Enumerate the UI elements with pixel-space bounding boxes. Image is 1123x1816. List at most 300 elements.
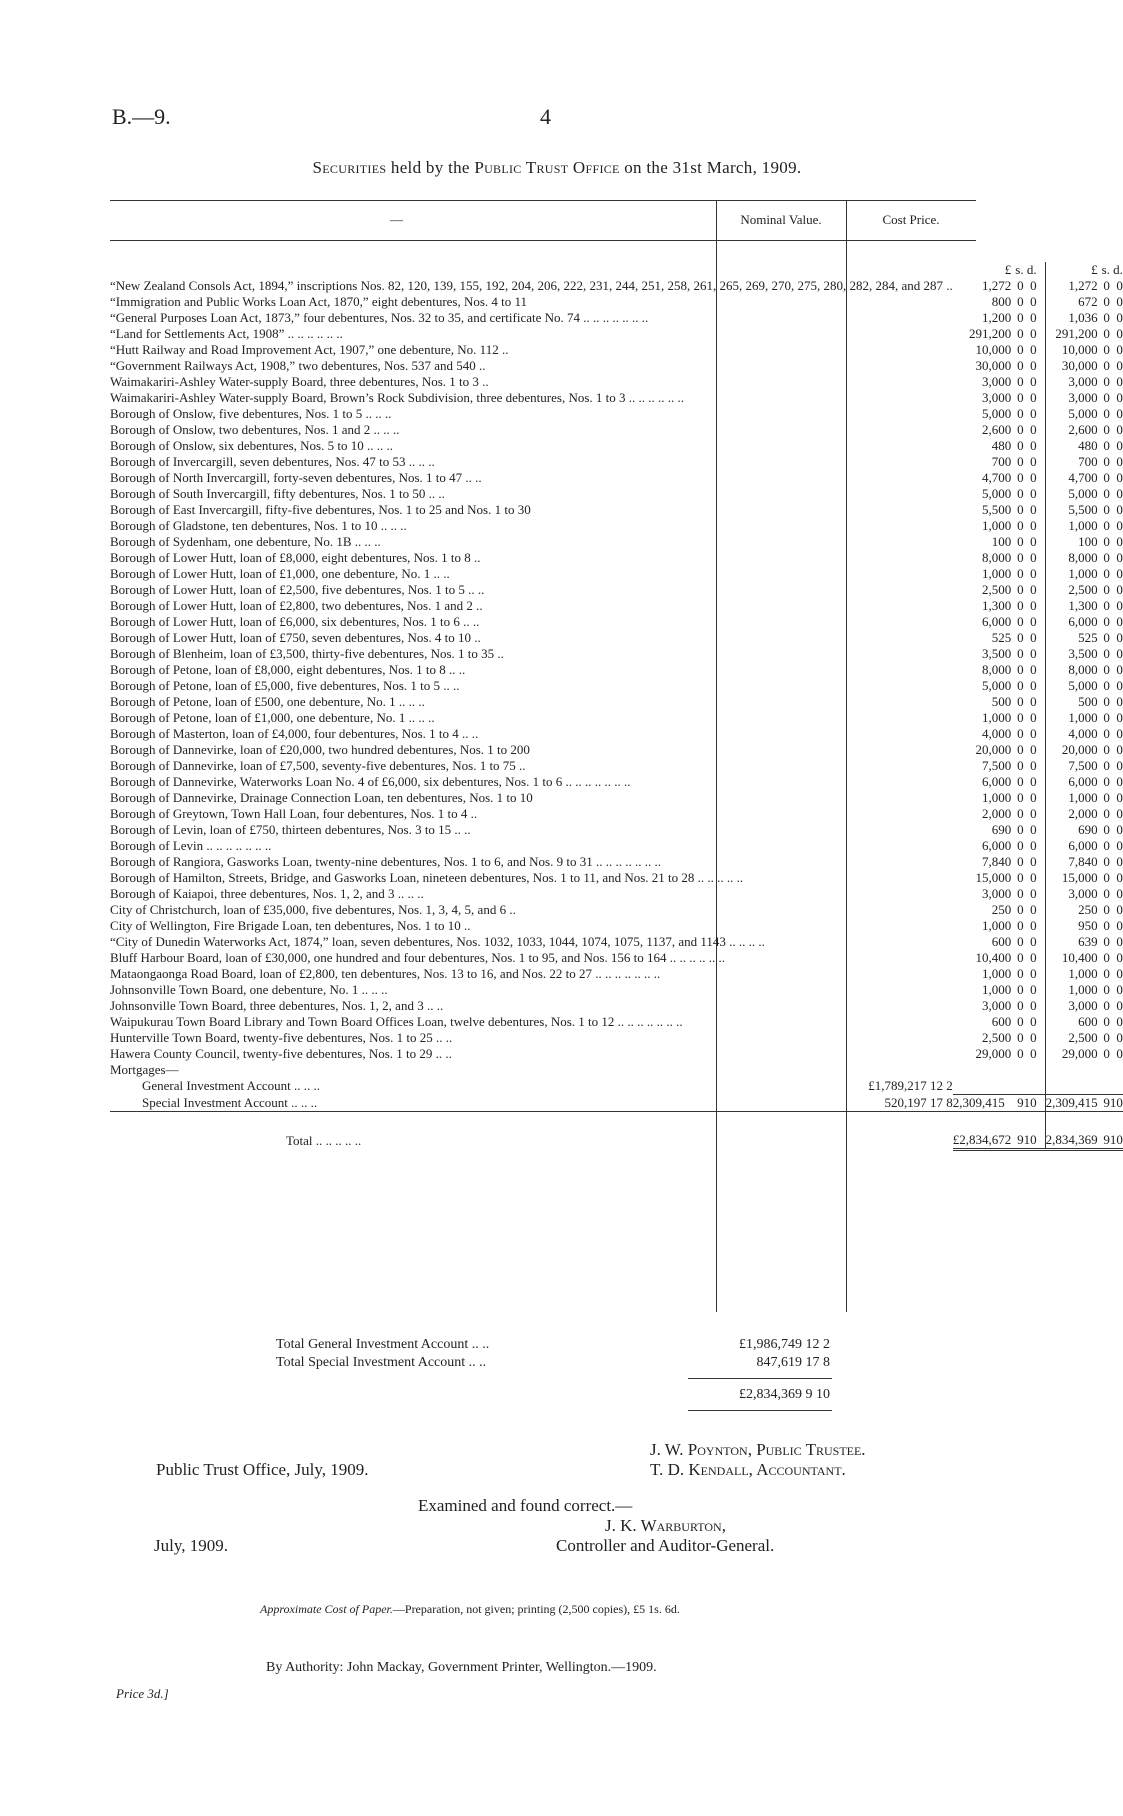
nominal-value-cell: 0 [1024, 454, 1046, 470]
nominal-value-cell: 0 [1024, 342, 1046, 358]
security-row [110, 854, 1123, 870]
cost-price-cell: 3,500 [1068, 646, 1098, 661]
security-description: Borough of Hamilton, Streets, Bridge, and Gasworks Loan, nineteen debentures, Nos. 1 to 11, and Nos. 21 to 28 .. .. .. .. .. [110, 870, 744, 885]
nominal-value-cell: 0 [1017, 1030, 1024, 1045]
security-row [110, 342, 1123, 358]
nominal-value-cell: 0 [1017, 1014, 1024, 1029]
nominal-value-cell: 6,000 [982, 614, 1012, 629]
cost-price-cell: 0 [1116, 726, 1123, 741]
nominal-value-cell: 5,000 [982, 406, 1012, 421]
security-row [110, 806, 1123, 822]
nominal-value-cell: 0 [1024, 438, 1046, 454]
security-row [110, 710, 1123, 726]
security-description: Borough of Sydenham, one debenture, No. 1B .. .. .. [110, 534, 381, 549]
security-row [110, 278, 1123, 294]
security-row [110, 374, 1123, 390]
nominal-value-cell: 0 [1017, 598, 1024, 613]
cost-price-cell: 0 [1116, 806, 1123, 821]
cost-price-cell: 0 [1116, 534, 1123, 549]
nominal-value-cell: 291,200 [969, 326, 1012, 341]
nominal-value-cell: 0 [1024, 582, 1046, 598]
security-row [110, 678, 1123, 694]
nominal-value-cell: 5,000 [982, 486, 1012, 501]
nominal-value-cell: 0 [1017, 422, 1024, 437]
cost-price-cell: 480 [1078, 438, 1098, 453]
nominal-value-cell: 5,000 [982, 678, 1012, 693]
nominal-value-cell: 0 [1017, 502, 1024, 517]
page-title: Securities held by the Public Trust Office on the 31st March, 1909. [312, 158, 802, 177]
cost-price-cell: 0 [1103, 934, 1110, 949]
security-description: Borough of Kaiapoi, three debentures, Nos. 1, 2, and 3 .. .. .. [110, 886, 424, 901]
security-row [110, 550, 1123, 566]
nominal-value-cell: 0 [1017, 550, 1024, 565]
nominal-value-cell: 0 [1017, 294, 1024, 309]
nominal-value-cell: 0 [1017, 774, 1024, 789]
nominal-value-cell: 0 [1024, 822, 1046, 838]
nominal-value-cell: 1,200 [982, 310, 1012, 325]
nominal-value-cell: 0 [1017, 662, 1024, 677]
cost-price-cell: 0 [1116, 902, 1123, 917]
nominal-value-cell: 0 [1017, 614, 1024, 629]
summary-rule [688, 1378, 832, 1379]
security-row [110, 950, 1123, 966]
nominal-value-cell: 0 [1017, 438, 1024, 453]
audit-date: July, 1909. [154, 1536, 228, 1555]
cost-price-cell: 0 [1116, 1046, 1123, 1061]
nominal-value-cell: 0 [1024, 854, 1046, 870]
nominal-value-cell: 0 [1017, 902, 1024, 917]
security-row [110, 486, 1123, 502]
cost-price-cell: 0 [1103, 630, 1110, 645]
cost-price-cell: 291,200 [1055, 326, 1098, 341]
cost-price-cell: 0 [1116, 886, 1123, 901]
cost-price-cell: 0 [1116, 694, 1123, 709]
cost-price-cell: 0 [1103, 918, 1110, 933]
security-description: Borough of Gladstone, ten debentures, Nos. 1 to 10 .. .. .. [110, 518, 407, 533]
security-description: “Government Railways Act, 1908,” two debentures, Nos. 537 and 540 .. [110, 358, 486, 373]
cost-price-cell: 0 [1103, 950, 1110, 965]
cost-price-cell: 0 [1103, 854, 1110, 869]
cost-price-cell: 3,000 [1068, 886, 1098, 901]
cost-price-cell: 950 [1078, 918, 1098, 933]
cost-price-cell: 30,000 [1061, 358, 1098, 373]
cost-price-cell: 0 [1103, 486, 1110, 501]
nominal-value-cell: 0 [1017, 886, 1024, 901]
nominal-value-cell: 0 [1024, 694, 1046, 710]
cost-price-cell: 0 [1103, 774, 1110, 789]
nominal-value-cell: 0 [1024, 806, 1046, 822]
cost-price-cell: 600 [1078, 1014, 1098, 1029]
cost-price-cell: 0 [1116, 646, 1123, 661]
nominal-value-cell: 0 [1024, 566, 1046, 582]
cost-price-cell: 0 [1116, 1030, 1123, 1045]
cost-price-cell: 0 [1116, 966, 1123, 981]
page-number: 4 [540, 104, 551, 129]
nominal-value-cell: 0 [1024, 406, 1046, 422]
nominal-value-cell: 4,700 [982, 470, 1012, 485]
cost-price-cell: 0 [1116, 678, 1123, 693]
nominal-value-cell: 1,272 [982, 278, 1012, 293]
nominal-value-cell: 3,000 [982, 374, 1012, 389]
security-description: Waimakariri-Ashley Water-supply Board, Brown’s Rock Subdivision, three debentures, Nos. 1 to 3 .. .. .. .. .. .. [110, 390, 685, 405]
security-description: Hawera County Council, twenty-five debentures, Nos. 1 to 29 .. .. [110, 1046, 452, 1061]
nominal-value-cell: 1,000 [982, 982, 1012, 997]
cost-price-cell: 1,036 [1068, 310, 1098, 325]
nominal-value-cell: 8,000 [982, 550, 1012, 565]
security-description: Borough of Dannevirke, Waterworks Loan No. 4 of £6,000, six debentures, Nos. 1 to 6 .. .. .. .. .. .. .. [110, 774, 631, 789]
nominal-value-cell: 0 [1017, 678, 1024, 693]
nominal-value-cell: 1,000 [982, 518, 1012, 533]
nominal-value-cell: 0 [1017, 374, 1024, 389]
nominal-value-cell: 0 [1024, 278, 1046, 294]
nominal-value-cell: 1,000 [982, 966, 1012, 981]
cost-price-cell: 700 [1078, 454, 1098, 469]
security-row [110, 1014, 1123, 1030]
nominal-value-cell: 1,000 [982, 710, 1012, 725]
cost-price-cell: 6,000 [1068, 774, 1098, 789]
cost-price-cell: 0 [1116, 774, 1123, 789]
nominal-value-cell: 0 [1017, 630, 1024, 645]
nominal-value-cell: 6,000 [982, 774, 1012, 789]
security-row [110, 982, 1123, 998]
cost-price-cell: 0 [1103, 390, 1110, 405]
nominal-value-cell: 0 [1017, 982, 1024, 997]
cost-price-cell: 0 [1116, 854, 1123, 869]
cost-price-cell: 0 [1116, 294, 1123, 309]
cost-price-cell: 6,000 [1068, 614, 1098, 629]
cost-price-cell: 690 [1078, 822, 1098, 837]
nominal-value-cell: 7,500 [982, 758, 1012, 773]
nominal-value-cell: 0 [1017, 582, 1024, 597]
nominal-value-cell: 0 [1017, 998, 1024, 1013]
cost-price-cell: 15,000 [1061, 870, 1098, 885]
cost-price-cell: 0 [1103, 1014, 1110, 1029]
nominal-value-cell: 600 [991, 1014, 1012, 1029]
security-row [110, 566, 1123, 582]
security-description: Borough of Lower Hutt, loan of £2,800, two debentures, Nos. 1 and 2 .. [110, 598, 483, 613]
security-row [110, 582, 1123, 598]
nominal-value-cell: 8,000 [982, 662, 1012, 677]
auditor-name: J. K. Warburton, [605, 1516, 726, 1535]
nominal-value-cell: 0 [1017, 310, 1024, 325]
security-description: Borough of Rangiora, Gasworks Loan, twenty-nine debentures, Nos. 1 to 6, and Nos. 9 to 31 .. .. .. .. .. .. .. [110, 854, 661, 869]
security-description: Waipukurau Town Board Library and Town Board Offices Loan, twelve debentures, Nos. 1 to 12 .. .. .. .. .. .. .. [110, 1014, 683, 1029]
nominal-value-cell: 1,300 [982, 598, 1012, 613]
cost-price-cell: 250 [1078, 902, 1098, 917]
nominal-value-cell: 0 [1024, 870, 1046, 886]
nominal-value-cell: 0 [1017, 406, 1024, 421]
cost-price-cell: 0 [1116, 518, 1123, 533]
nominal-value-cell: 3,000 [982, 998, 1012, 1013]
nominal-value-cell: 0 [1017, 278, 1024, 293]
cost-price-cell: 0 [1116, 390, 1123, 405]
nominal-value-cell: 0 [1024, 662, 1046, 678]
cost-price-cell: 0 [1103, 742, 1110, 757]
nominal-value-cell: 0 [1017, 694, 1024, 709]
cost-price-cell: 0 [1103, 1030, 1110, 1045]
cost-price-cell: 0 [1116, 838, 1123, 853]
nominal-value-cell: 0 [1024, 630, 1046, 646]
nominal-value-cell: 0 [1024, 310, 1046, 326]
cost-price-cell: 672 [1078, 294, 1098, 309]
security-row [110, 870, 1123, 886]
cost-price-cell: 0 [1103, 870, 1110, 885]
security-description: Johnsonville Town Board, one debenture, No. 1 .. .. .. [110, 982, 388, 997]
cost-price-cell: 1,000 [1068, 518, 1098, 533]
nominal-value-cell: 0 [1024, 774, 1046, 790]
nominal-value-cell: 20,000 [975, 742, 1012, 757]
nominal-value-cell: 0 [1024, 422, 1046, 438]
nominal-value-cell: 0 [1017, 342, 1024, 357]
unit-header-row: £ s. d. £ s. d. [1004, 262, 1123, 277]
nominal-value-cell: 0 [1017, 870, 1024, 885]
nominal-value-cell: 4,000 [982, 726, 1012, 741]
security-description: Waimakariri-Ashley Water-supply Board, three debentures, Nos. 1 to 3 .. [110, 374, 489, 389]
security-row [110, 694, 1123, 710]
security-row [110, 470, 1123, 486]
nominal-value-cell: 0 [1017, 758, 1024, 773]
nominal-value-cell: 0 [1017, 326, 1024, 341]
cost-price-cell: 0 [1103, 310, 1110, 325]
nominal-value-cell: 3,500 [982, 646, 1012, 661]
nominal-value-cell: 250 [991, 902, 1012, 917]
cost-price-cell: 100 [1078, 534, 1098, 549]
nominal-value-cell: 0 [1024, 982, 1046, 998]
security-description: Hunterville Town Board, twenty-five debentures, Nos. 1 to 25 .. .. [110, 1030, 453, 1045]
nominal-value-cell: 0 [1024, 1030, 1046, 1046]
cost-of-paper: Approximate Cost of Paper.—Preparation, not given; printing (2,500 copies), £5 1s. 6d. [260, 1602, 680, 1616]
cost-price-cell: 3,000 [1068, 998, 1098, 1013]
security-description: “General Purposes Loan Act, 1873,” four debentures, Nos. 32 to 35, and certificate No. 74 .. .. .. .. .. .. .. [110, 310, 649, 325]
cost-price-cell: 0 [1116, 934, 1123, 949]
nominal-value-cell: 0 [1017, 854, 1024, 869]
security-row [110, 646, 1123, 662]
security-description: “City of Dunedin Waterworks Act, 1874,” loan, seven debentures, Nos. 1032, 1033, 1044, 1074, 1075, 1137, and 1143 .. .. .. .. [110, 934, 765, 949]
nominal-value-cell: 0 [1024, 758, 1046, 774]
nominal-value-cell: 30,000 [975, 358, 1012, 373]
security-description: Borough of East Invercargill, fifty-five debentures, Nos. 1 to 25 and Nos. 1 to 30 [110, 502, 531, 517]
security-row [110, 454, 1123, 470]
price: Price 3d.] [116, 1686, 169, 1701]
cost-price-cell: 5,500 [1068, 502, 1098, 517]
nominal-value-cell: 0 [1024, 534, 1046, 550]
cost-price-cell: 0 [1116, 630, 1123, 645]
cost-price-cell: 5,000 [1068, 406, 1098, 421]
nominal-value-cell: 15,000 [975, 870, 1012, 885]
security-row [110, 902, 1123, 918]
security-description: Borough of Onslow, five debentures, Nos. 1 to 5 .. .. .. [110, 406, 392, 421]
cost-price-cell: 0 [1116, 406, 1123, 421]
security-row [110, 630, 1123, 646]
security-description: Borough of Lower Hutt, loan of £8,000, eight debentures, Nos. 1 to 8 .. [110, 550, 481, 565]
nominal-value-cell: 2,600 [982, 422, 1012, 437]
cost-price-cell: 0 [1103, 886, 1110, 901]
security-description: Mataongaonga Road Board, loan of £2,800, ten debentures, Nos. 13 to 16, and Nos. 22 to 27 .. .. .. .. .. .. .. [110, 966, 661, 981]
security-description: Borough of South Invercargill, fifty debentures, Nos. 1 to 50 .. .. [110, 486, 445, 501]
security-description: Borough of Dannevirke, loan of £7,500, seventy-five debentures, Nos. 1 to 75 .. [110, 758, 526, 773]
summary-grand-total: £2,834,369 9 10 [739, 1387, 830, 1402]
cost-price-cell: 0 [1116, 998, 1123, 1013]
summary-general-label: Total General Investment Account .. .. [276, 1337, 490, 1352]
security-row [110, 518, 1123, 534]
nominal-value-cell: 29,000 [975, 1046, 1012, 1061]
cost-price-cell: 0 [1116, 614, 1123, 629]
cost-price-cell: 0 [1103, 710, 1110, 725]
security-row [110, 918, 1123, 934]
cost-price-cell: 0 [1103, 278, 1110, 293]
nominal-value-cell: 0 [1024, 918, 1046, 934]
total-row: Total .. .. .. .. .. £2,834,672 9 10 2,834,369 9 10 [110, 1111, 1123, 1149]
nominal-value-cell: 0 [1017, 806, 1024, 821]
cost-price-cell: 3,000 [1068, 374, 1098, 389]
nominal-value-cell: 0 [1024, 934, 1046, 950]
nominal-value-cell: 6,000 [982, 838, 1012, 853]
nominal-value-cell: 0 [1024, 1014, 1046, 1030]
cost-price-cell: 0 [1103, 790, 1110, 805]
nominal-value-cell: 525 [991, 630, 1012, 645]
nominal-value-header: Nominal Value. [740, 212, 822, 227]
cost-price-cell: 0 [1116, 358, 1123, 373]
nominal-value-cell: 100 [991, 534, 1012, 549]
nominal-value-cell: 1,000 [982, 566, 1012, 581]
cost-price-cell: 525 [1078, 630, 1098, 645]
examined-note: Examined and found correct.— [418, 1496, 633, 1515]
cost-price-cell: 5,000 [1068, 678, 1098, 693]
cost-price-cell: 0 [1116, 822, 1123, 837]
cost-price-header: Cost Price. [882, 212, 940, 227]
security-description: Borough of Petone, loan of £1,000, one debenture, No. 1 .. .. .. [110, 710, 435, 725]
cost-price-cell: 20,000 [1061, 742, 1098, 757]
cost-price-cell: 0 [1116, 598, 1123, 613]
cost-price-cell: 0 [1116, 502, 1123, 517]
security-description: Borough of Lower Hutt, loan of £2,500, five debentures, Nos. 1 to 5 .. .. [110, 582, 485, 597]
cost-price-cell: 0 [1116, 374, 1123, 389]
cost-price-cell: 0 [1116, 566, 1123, 581]
nominal-value-cell: 0 [1024, 598, 1046, 614]
security-row [110, 294, 1123, 310]
nominal-value-cell: 0 [1024, 646, 1046, 662]
mortgage-general-row: General Investment Account .. .. .. £1,789,217 12 2 [110, 1078, 1123, 1094]
security-description: Borough of Onslow, six debentures, Nos. 5 to 10 .. .. .. [110, 438, 393, 453]
cost-price-cell: 0 [1103, 374, 1110, 389]
security-row [110, 790, 1123, 806]
cost-price-cell: 1,000 [1068, 566, 1098, 581]
cost-price-cell: 0 [1116, 742, 1123, 757]
security-row [110, 390, 1123, 406]
nominal-value-cell: 0 [1017, 950, 1024, 965]
nominal-value-cell: 690 [991, 822, 1012, 837]
security-description: “Hutt Railway and Road Improvement Act, 1907,” one debenture, No. 112 .. [110, 342, 509, 357]
cost-price-cell: 0 [1116, 342, 1123, 357]
security-description: Borough of Invercargill, seven debentures, Nos. 47 to 53 .. .. .. [110, 454, 435, 469]
cost-price-cell: 0 [1103, 598, 1110, 613]
security-row [110, 998, 1123, 1014]
security-row [110, 726, 1123, 742]
nominal-value-cell: 0 [1017, 1046, 1024, 1061]
security-row [110, 822, 1123, 838]
cost-price-cell: 0 [1103, 998, 1110, 1013]
cost-price-cell: 0 [1116, 950, 1123, 965]
nominal-value-cell: 3,000 [982, 886, 1012, 901]
nominal-value-cell: 10,400 [975, 950, 1012, 965]
security-description: Borough of Masterton, loan of £4,000, four debentures, Nos. 1 to 4 .. .. [110, 726, 479, 741]
cost-price-cell: 0 [1116, 582, 1123, 597]
security-description: Borough of Onslow, two debentures, Nos. 1 and 2 .. .. .. [110, 422, 400, 437]
public-trustee: J. W. Poynton, Public Trustee. [650, 1440, 866, 1459]
securities-table [110, 262, 1123, 1151]
cost-price-cell: 0 [1103, 550, 1110, 565]
nominal-value-cell: 0 [1024, 486, 1046, 502]
cost-price-cell: 0 [1103, 294, 1110, 309]
nominal-value-cell: 0 [1024, 742, 1046, 758]
cost-price-cell: 0 [1103, 822, 1110, 837]
security-description: Borough of Greytown, Town Hall Loan, four debentures, Nos. 1 to 4 .. [110, 806, 478, 821]
nominal-value-cell: 0 [1017, 518, 1024, 533]
accountant: T. D. Kendall, Accountant. [650, 1460, 846, 1479]
security-row [110, 1030, 1123, 1046]
security-description: Borough of Lower Hutt, loan of £6,000, six debentures, Nos. 1 to 6 .. .. [110, 614, 480, 629]
cost-price-cell: 8,000 [1068, 662, 1098, 677]
security-row [110, 614, 1123, 630]
security-row [110, 438, 1123, 454]
cost-price-cell: 1,272 [1068, 278, 1098, 293]
security-description: Borough of Levin, loan of £750, thirteen debentures, Nos. 3 to 15 .. .. [110, 822, 471, 837]
cost-price-cell: 0 [1103, 454, 1110, 469]
nominal-value-cell: 0 [1017, 838, 1024, 853]
cost-price-cell: 1,000 [1068, 982, 1098, 997]
nominal-value-cell: 0 [1024, 518, 1046, 534]
cost-price-cell: 0 [1103, 534, 1110, 549]
nominal-value-cell: 0 [1024, 390, 1046, 406]
nominal-value-cell: 0 [1024, 710, 1046, 726]
security-description: Borough of Dannevirke, Drainage Connection Loan, ten debentures, Nos. 1 to 10 [110, 790, 533, 805]
nominal-value-cell: 0 [1024, 838, 1046, 854]
nominal-value-cell: 0 [1017, 358, 1024, 373]
security-description: Johnsonville Town Board, three debentures, Nos. 1, 2, and 3 .. .. [110, 998, 444, 1013]
nominal-value-cell: 0 [1017, 726, 1024, 741]
printer-authority: By Authority: John Mackay, Government Printer, Wellington.—1909. [266, 1660, 657, 1675]
cost-price-cell: 0 [1103, 966, 1110, 981]
cost-price-cell: 0 [1103, 438, 1110, 453]
cost-price-cell: 8,000 [1068, 550, 1098, 565]
nominal-value-cell: 1,000 [982, 790, 1012, 805]
cost-price-cell: 7,840 [1068, 854, 1098, 869]
security-description: Borough of Lower Hutt, loan of £750, seven debentures, Nos. 4 to 10 .. [110, 630, 481, 645]
security-description: “New Zealand Consols Act, 1894,” inscriptions Nos. 82, 120, 139, 155, 192, 204, 206, 222, 231, 244, 251, 258, 261, 265, 269, 270, 275, 280, 282, 284, and 287 .. [110, 278, 953, 293]
cost-price-cell: 639 [1078, 934, 1098, 949]
security-description: City of Wellington, Fire Brigade Loan, ten debentures, Nos. 1 to 10 .. [110, 918, 471, 933]
cost-price-cell: 0 [1116, 422, 1123, 437]
cost-price-cell: 500 [1078, 694, 1098, 709]
cost-price-cell: 1,300 [1068, 598, 1098, 613]
description-header: — [390, 212, 403, 227]
nominal-value-cell: 0 [1024, 294, 1046, 310]
security-description: Borough of Dannevirke, loan of £20,000, two hundred debentures, Nos. 1 to 200 [110, 742, 530, 757]
summary-general-amount: £1,986,749 12 2 [739, 1337, 830, 1352]
cost-price-cell: 2,600 [1068, 422, 1098, 437]
cost-price-cell: 0 [1116, 470, 1123, 485]
summary-special-label: Total Special Investment Account .. .. [276, 1355, 487, 1370]
cost-price-cell: 0 [1116, 918, 1123, 933]
security-description: Borough of Petone, loan of £500, one debenture, No. 1 .. .. .. [110, 694, 425, 709]
nominal-value-cell: 10,000 [975, 342, 1012, 357]
security-description: “Land for Settlements Act, 1908” .. .. .. .. .. .. [110, 326, 343, 341]
cost-price-cell: 0 [1116, 982, 1123, 997]
nominal-value-cell: 0 [1017, 390, 1024, 405]
nominal-value-cell: 0 [1024, 1046, 1046, 1062]
cost-price-cell: 0 [1103, 662, 1110, 677]
nominal-value-cell: 0 [1017, 966, 1024, 981]
